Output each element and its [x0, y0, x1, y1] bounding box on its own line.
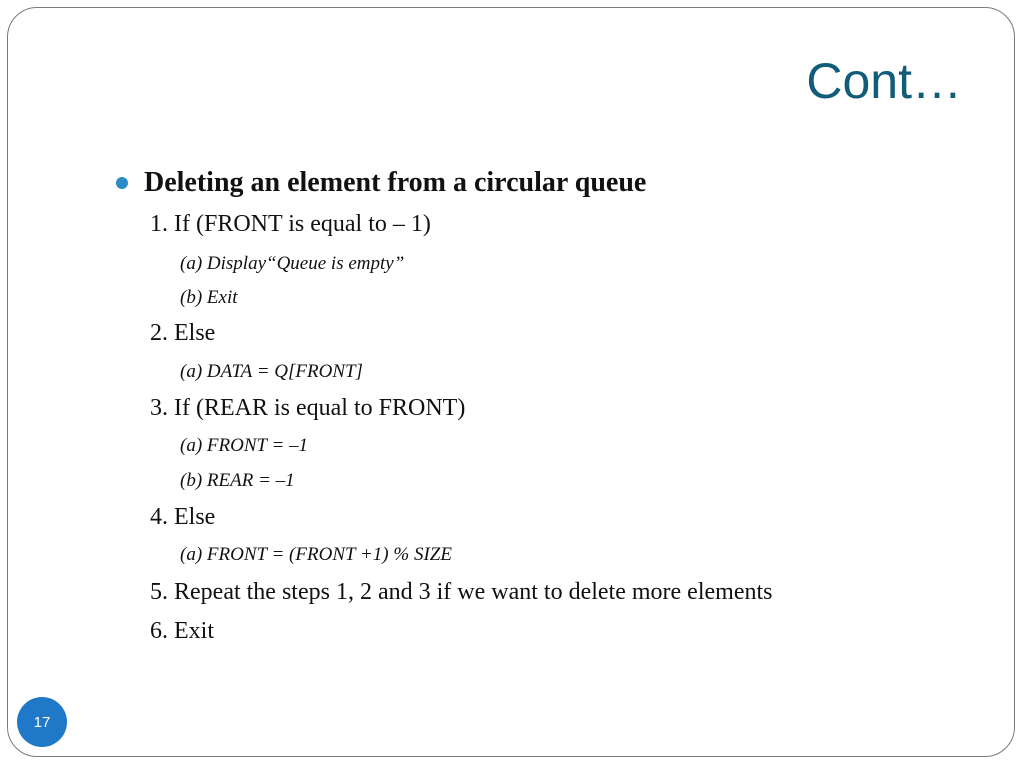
bullet-icon: [116, 177, 128, 189]
step-4a: (a) FRONT = (FRONT +1) % SIZE: [180, 544, 452, 565]
step-1: 1. If (FRONT is equal to – 1): [150, 211, 431, 237]
step-1b: (b) Exit: [180, 287, 238, 308]
step-3: 3. If (REAR is equal to FRONT): [150, 395, 466, 421]
slide-frame: [7, 7, 1015, 757]
step-1a: (a) Display“Queue is empty”: [180, 253, 405, 274]
step-6: 6. Exit: [150, 618, 214, 644]
bullet-heading: Deleting an element from a circular queue: [144, 167, 647, 198]
step-5: 5. Repeat the steps 1, 2 and 3 if we want to delete more elements: [150, 579, 773, 605]
step-2: 2. Else: [150, 320, 216, 346]
slide-title: Cont…: [806, 53, 962, 109]
step-2a: (a) DATA = Q[FRONT]: [180, 361, 363, 382]
step-3b: (b) REAR = –1: [180, 470, 295, 491]
step-3a: (a) FRONT = –1: [180, 435, 309, 456]
step-4: 4. Else: [150, 504, 216, 530]
page-number-badge: 17: [17, 697, 67, 747]
